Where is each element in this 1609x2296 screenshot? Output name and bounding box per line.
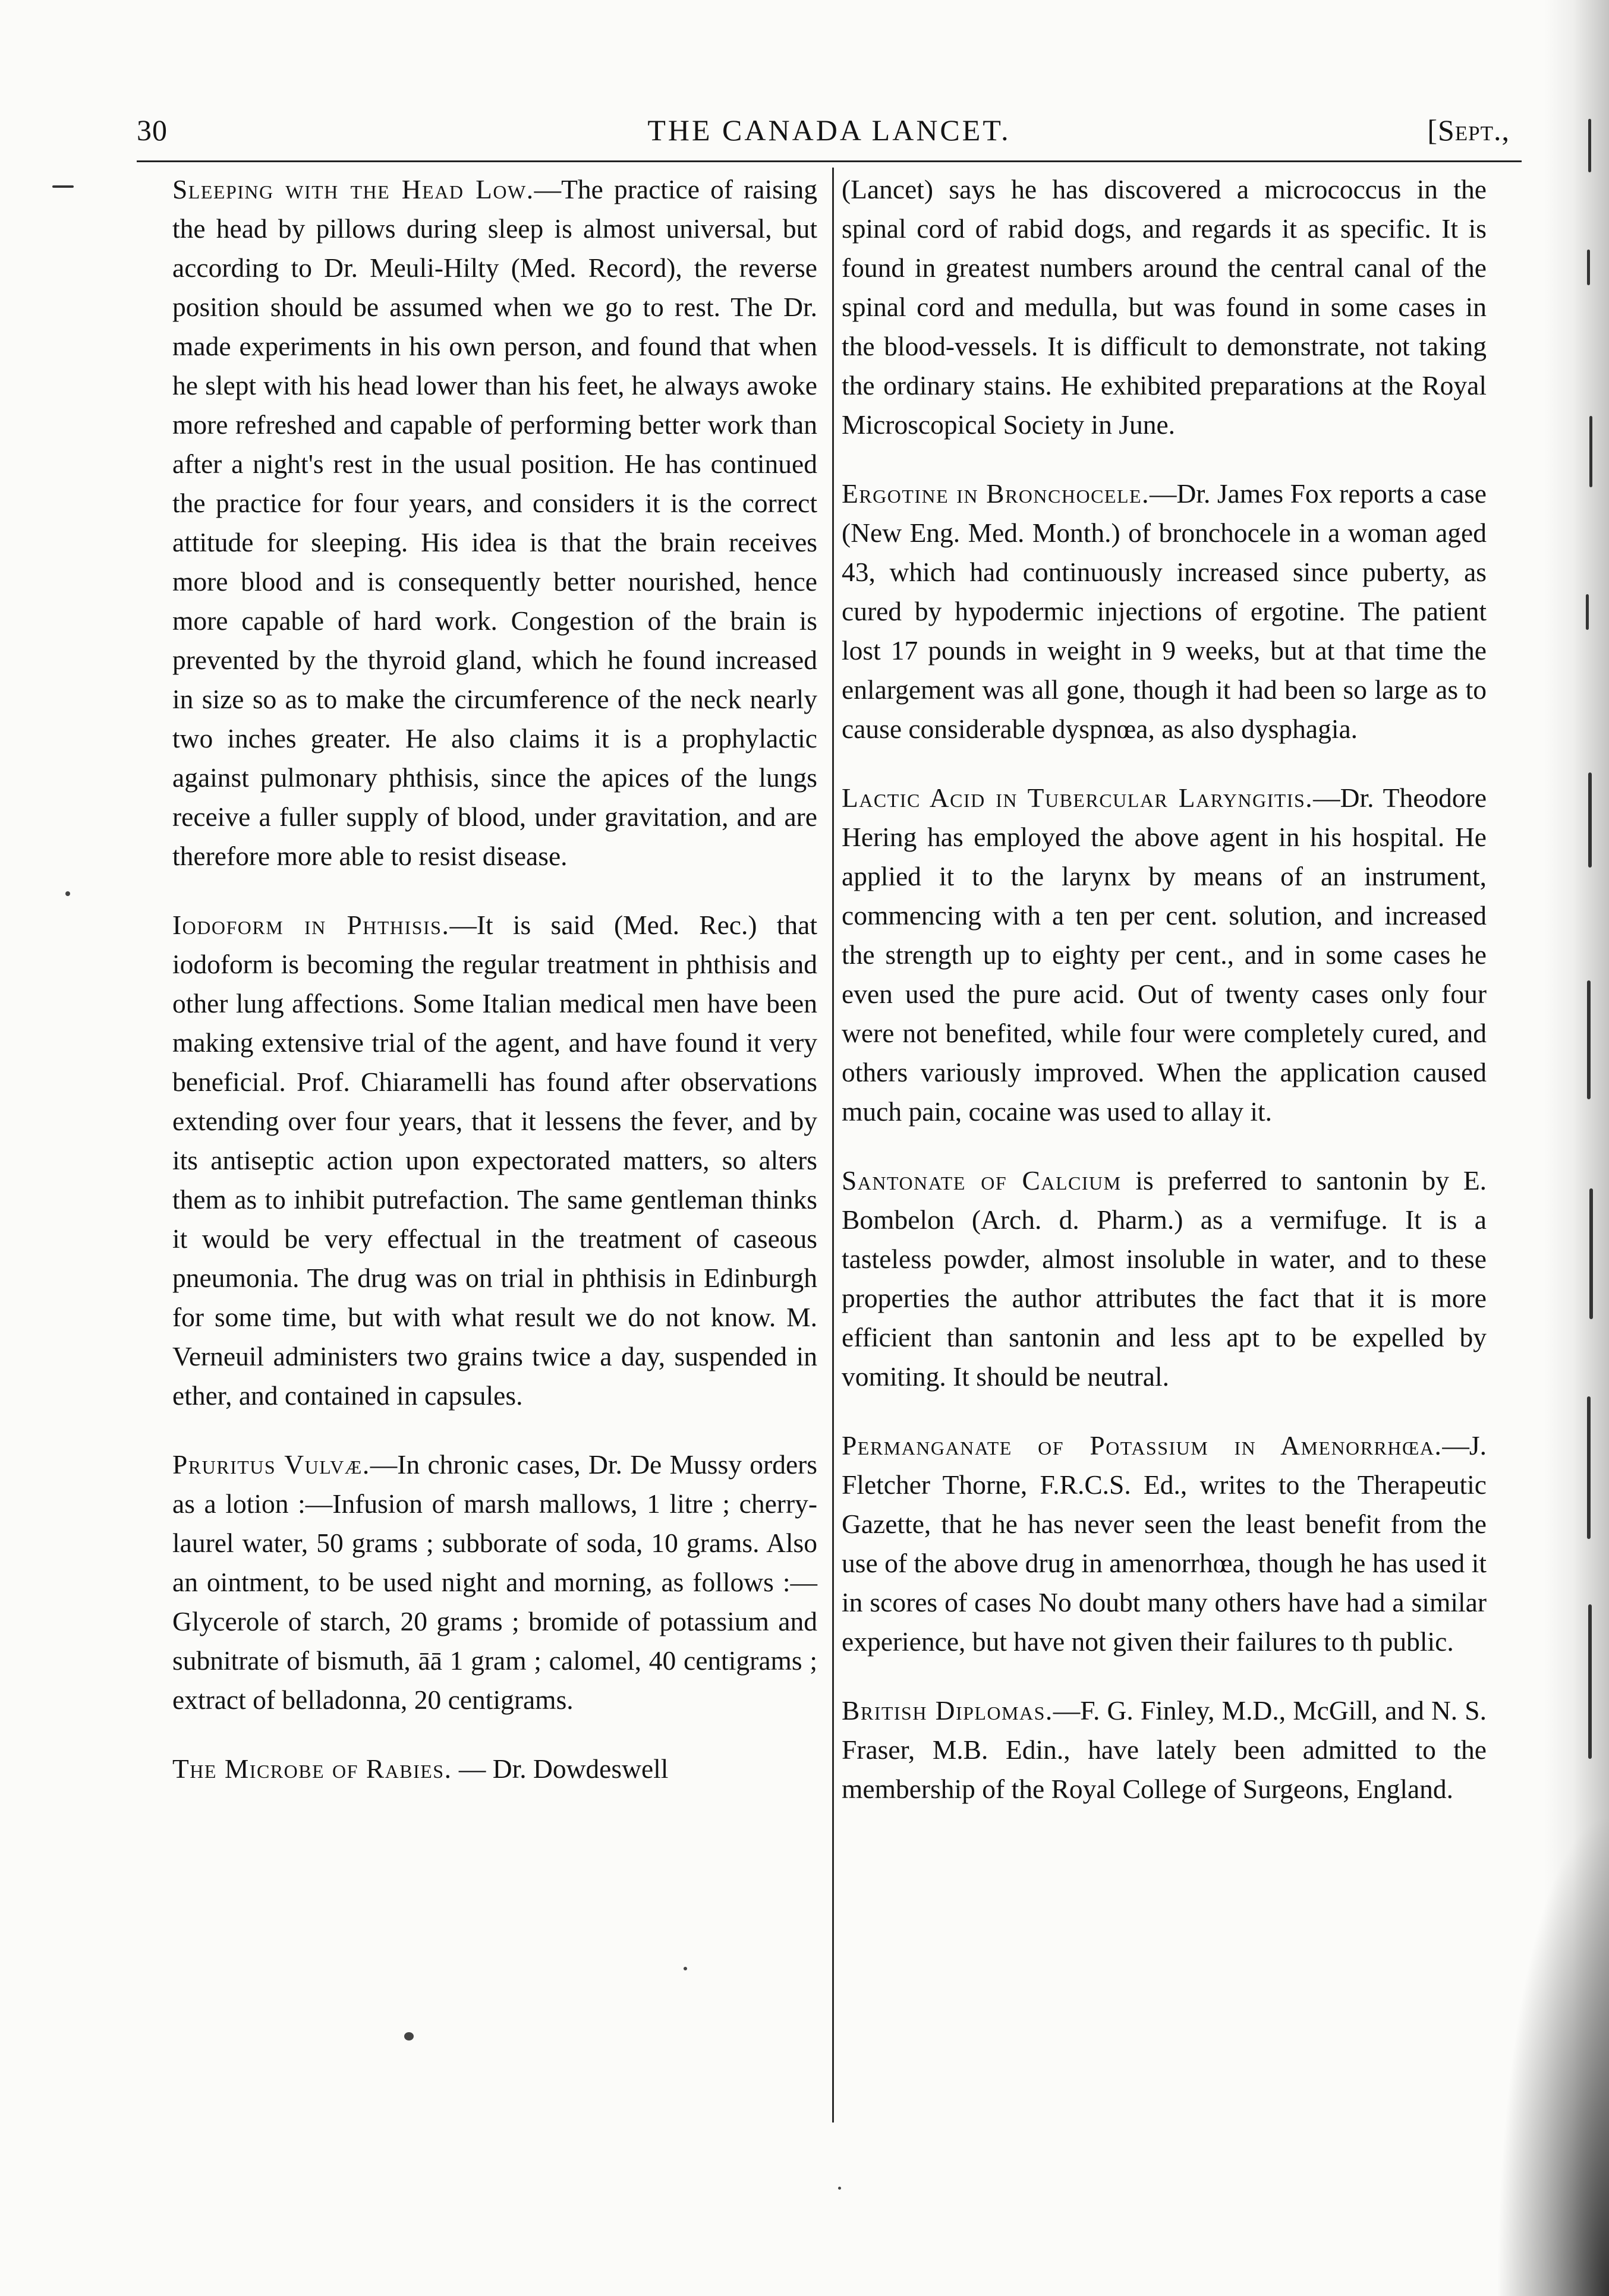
article-iodoform-phthisis <box>172 906 817 1415</box>
article-lactic-acid-laryngitis <box>842 778 1487 1131</box>
ink-speck <box>404 2032 414 2040</box>
article-heading: Lactic Acid in Tubercular Laryngitis. <box>842 783 1314 813</box>
issue-month: [Sept., <box>1427 113 1510 147</box>
margin-stroke <box>1588 119 1591 172</box>
article-body: —Dr. James Fox reports a case (New Eng. Med. Month.) of bronchocele in a woman aged 43, which had continuously increased since puberty, as cured by hypodermic injections of ergotine. The patient lost 17 pounds in weight in 9 weeks, but at that time the enlargement was all gone, though it had been so large as to cause considerable dyspnœa, as also dysphagia. <box>842 478 1487 744</box>
article-permanganate-potassium <box>842 1426 1487 1661</box>
page-number: 30 <box>137 113 168 147</box>
article-body: —Dr. Theodore Hering has employed the above agent in his hospital. He applied it to the larynx by means of an instrument, commencing with a ten per cent. solution, and increased the strength up to eighty per cent., and in some cases he even used the pure acid. Out of twenty cases only four were not benefited, while four were completely cured, and others variously improved. When the application caused much pain, cocaine was used to allay it. <box>842 783 1487 1127</box>
article-heading: British Diplomas. <box>842 1695 1053 1726</box>
article-microbe-rabies-continued: (Lancet) says he has discovered a micrococcus in the spinal cord of rabid dogs, and regards it as specific. It is found in greatest numbers around the central canal of the spinal cord and medulla, but was found in some cases in the blood-vessels. It is difficult to demonstrate, not taking the ordinary stains. He exhibited preparations at the Royal Microscopical Society in June. <box>842 174 1487 440</box>
article-body: —F. G. Finley, M.D., McGill, and N. S. Fraser, M.B. Edin., have lately been admitted to the membership of the Royal College of Surgeons, England. <box>842 1695 1487 1804</box>
article-pruritus-vulvae <box>172 1445 817 1720</box>
article-sleeping-head-low <box>172 170 817 876</box>
article-body: —It is said (Med. Rec.) that iodoform is becoming the regular treatment in phthisis and other lung affections. Some Italian medical men have been making extensive trial of the agent, and have found it very beneficial. Prof. Chiaramelli has found after observations extending over four years, that it lessens the fever, and by its antiseptic action upon expectorated matters, so alters them as to inhibit putrefaction. The same gentleman thinks it would be very effectual in the treatment of caseous pneumonia. The drug was on trial in phthisis in Edinburgh for some time, but with what result we do not know. M. Verneuil administers two grains twice a day, suspended in ether, and contained in capsules. <box>172 910 817 1411</box>
margin-stroke <box>1589 416 1592 487</box>
article-heading: Ergotine in Bronchocele. <box>842 478 1150 509</box>
article-heading: Santonate of Calcium <box>842 1165 1122 1196</box>
margin-speck <box>65 891 70 896</box>
journal-title: THE CANADA LANCET. <box>647 113 1011 147</box>
margin-stroke <box>1587 980 1591 1099</box>
article-santonate-calcium <box>842 1161 1487 1396</box>
article-body: — Dr. Dowdeswell <box>452 1753 669 1784</box>
margin-stroke <box>1586 594 1589 630</box>
article-heading: Iodoform in Phthisis. <box>172 910 450 940</box>
margin-stroke <box>1588 1604 1592 1759</box>
margin-stroke <box>1588 772 1592 868</box>
ink-speck <box>838 2187 841 2190</box>
article-heading: Pruritus Vulvæ. <box>172 1449 370 1480</box>
page-corner-shadow <box>1496 1812 1609 2296</box>
article-heading: Sleeping with the Head Low. <box>172 174 534 204</box>
margin-stroke <box>1587 250 1590 285</box>
article-body: is preferred to santonin by E. Bombelon (Arch. d. Pharm.) as a vermifuge. It is a tasteless powder, almost insoluble in water, and to these properties the author attributes the fact that it is more efficient than santonin and less apt to be expelled by vomiting. It should be neutral. <box>842 1165 1487 1392</box>
ink-speck <box>684 1967 687 1970</box>
article-ergotine-bronchocele <box>842 474 1487 749</box>
article-body: —The practice of raising the head by pillows during sleep is almost universal, but according to Dr. Meuli-Hilty (Med. Record), the reverse position should be assumed when we go to rest. The Dr. made experiments in his own person, and found that when he slept with his head lower than his feet, he always awoke more refreshed and capable of performing better work than after a night's rest in the usual position. He has continued the practice for four years, and considers it is the correct attitude for sleeping. His idea is that the brain receives more blood and is consequently better nourished, hence more capable of hard work. Congestion of the brain is prevented by the thyroid gland, which he found increased in size so as to make the circumference of the neck nearly two inches greater. He also claims it is a prophylactic against pulmonary phthisis, since the apices of the lungs receive a fuller supply of blood, under gravitation, and are therefore more able to resist disease. <box>172 174 817 871</box>
article-body: —J. Fletcher Thorne, F.R.C.S. Ed., writes to the Therapeutic Gazette, that he has never seen the least benefit from the use of the above drug in amenorrhœa, though he has used it in scores of cases No doubt many others have had a similar experience, but have not given their failures to th public. <box>842 1430 1487 1657</box>
left-column <box>172 170 817 1818</box>
right-column <box>842 170 1487 1838</box>
margin-stroke <box>1587 1396 1591 1539</box>
article-british-diplomas <box>842 1691 1487 1809</box>
article-microbe-rabies <box>172 1749 817 1789</box>
article-body: —In chronic cases, Dr. De Mussy orders as a lotion :—Infusion of marsh mallows, 1 litre ; cherry-laurel water, 50 grams ; subborate of soda, 10 grams. Also an ointment, to be used night and morning, as follows :—Glycerole of starch, 20 grams ; bromide of potassium and subnitrate of bismuth, āā 1 gram ; calomel, 40 centigrams ; extract of belladonna, 20 centigrams. <box>172 1449 817 1715</box>
header-rule <box>137 160 1522 162</box>
margin-dash <box>52 185 74 188</box>
column-divider <box>832 168 834 2122</box>
margin-stroke <box>1589 1188 1593 1319</box>
running-head <box>137 113 1522 160</box>
article-heading: The Microbe of Rabies. <box>172 1753 452 1784</box>
article-heading: Permanganate of Potassium in Amenorrhœa. <box>842 1430 1443 1461</box>
